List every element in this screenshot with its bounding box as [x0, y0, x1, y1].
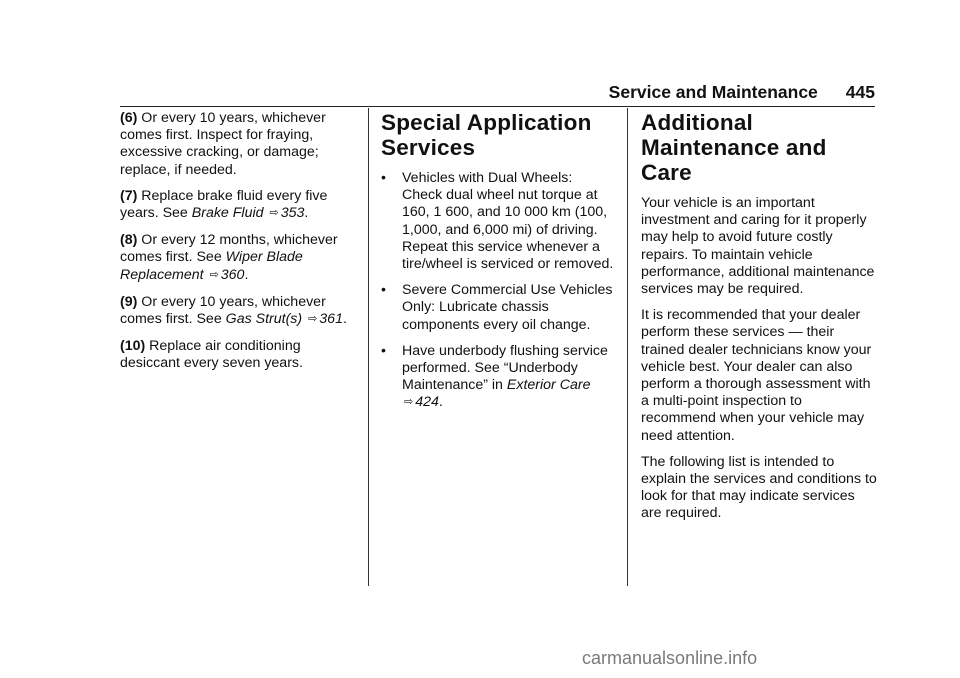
xref-link[interactable]: Wiper Blade Replacement [120, 249, 303, 283]
footnote-end: . [244, 266, 249, 283]
footnote-6 [120, 110, 360, 179]
column-special-services [381, 110, 615, 422]
footnote-label: (10) [120, 338, 146, 355]
footnote-10 [120, 338, 360, 372]
list-item [381, 170, 615, 273]
footnote-8 [120, 232, 360, 285]
footnote-7 [120, 188, 360, 223]
paragraph: It is recommended that your dealer perform these services — their trained dealer technicians know your vehicle best. Your dealer can also perform a thorough assessment with a multi-point inspection to recommend when your vehicle may need attention. [641, 307, 872, 444]
footnote-text: Replace air conditioning desiccant every seven years. [120, 338, 303, 372]
page-ref-icon: ⇨ [308, 313, 318, 326]
footnote-label: (8) [120, 232, 138, 249]
list-item-text: Severe Commercial Use Vehicles Only: Lubricate chassis components every oil change. [402, 282, 613, 333]
xref-link[interactable]: Brake Fluid [191, 205, 264, 222]
xref-page[interactable]: 353 [280, 205, 305, 222]
footnote-end: . [304, 205, 309, 222]
page-ref-icon: ⇨ [269, 207, 279, 220]
list-item-end: . [438, 394, 443, 411]
bullet-icon: • [381, 282, 386, 299]
list-item [381, 282, 615, 334]
paragraph: Your vehicle is an important investment and caring for it properly may help to avoid future costly repairs. To maintain vehicle performance, additional maintenance services may be required. [641, 195, 875, 298]
footnote-label: (9) [120, 293, 138, 310]
additional-care-heading: Additional Maintenance and Care [641, 110, 827, 185]
column-footnotes [120, 110, 360, 382]
xref-link[interactable]: Exterior Care [506, 377, 591, 394]
page-ref-icon: ⇨ [209, 268, 219, 281]
list-item-text: Have underbody flushing service performed. See “Underbody Maintenance” in [402, 342, 608, 394]
page-header [0, 82, 875, 103]
header-rule [120, 106, 875, 107]
footnote-text: Replace brake fluid every five years. See [120, 187, 328, 222]
footnote-text: Or every 10 years, whichever comes first. Inspect for fraying, excessive cracking, or damage; replace, if needed. [120, 110, 326, 178]
watermark: carmanualsonline.info [582, 648, 758, 668]
footnote-text: Or every 12 months, whichever comes first. See [120, 232, 338, 266]
bullet-icon: • [381, 342, 386, 359]
list-item [381, 343, 615, 413]
list-item-text: Vehicles with Dual Wheels: Check dual wheel nut torque at 160, 1 600, and 10 000 km (100, 1,000, and 6,000 mi) of driving. Repeat this service whenever a tire/wheel is serviced or removed. [402, 170, 614, 273]
xref-page[interactable]: 361 [319, 311, 343, 328]
column-additional-care [641, 110, 877, 532]
page-number: 445 [845, 82, 875, 102]
xref-page[interactable]: 424 [415, 394, 439, 411]
section-title: Service and Maintenance [608, 82, 818, 102]
paragraph: The following list is intended to explain the services and conditions to look for that may indicate services are required. [641, 453, 877, 522]
column-divider [627, 108, 628, 586]
footnote-label: (6) [120, 110, 138, 126]
special-services-list [381, 170, 615, 413]
special-services-heading: Special Application Services [381, 110, 592, 160]
bullet-icon: • [381, 170, 386, 186]
xref-link[interactable]: Gas Strut(s) [225, 311, 303, 328]
column-divider [368, 108, 369, 586]
footnote-9 [120, 294, 360, 329]
xref-page[interactable]: 360 [220, 266, 245, 283]
page-ref-icon: ⇨ [404, 396, 414, 409]
footnote-label: (7) [120, 187, 138, 204]
footnote-end: . [342, 311, 347, 328]
footnote-text: Or every 10 years, whichever comes first. See [120, 293, 326, 328]
